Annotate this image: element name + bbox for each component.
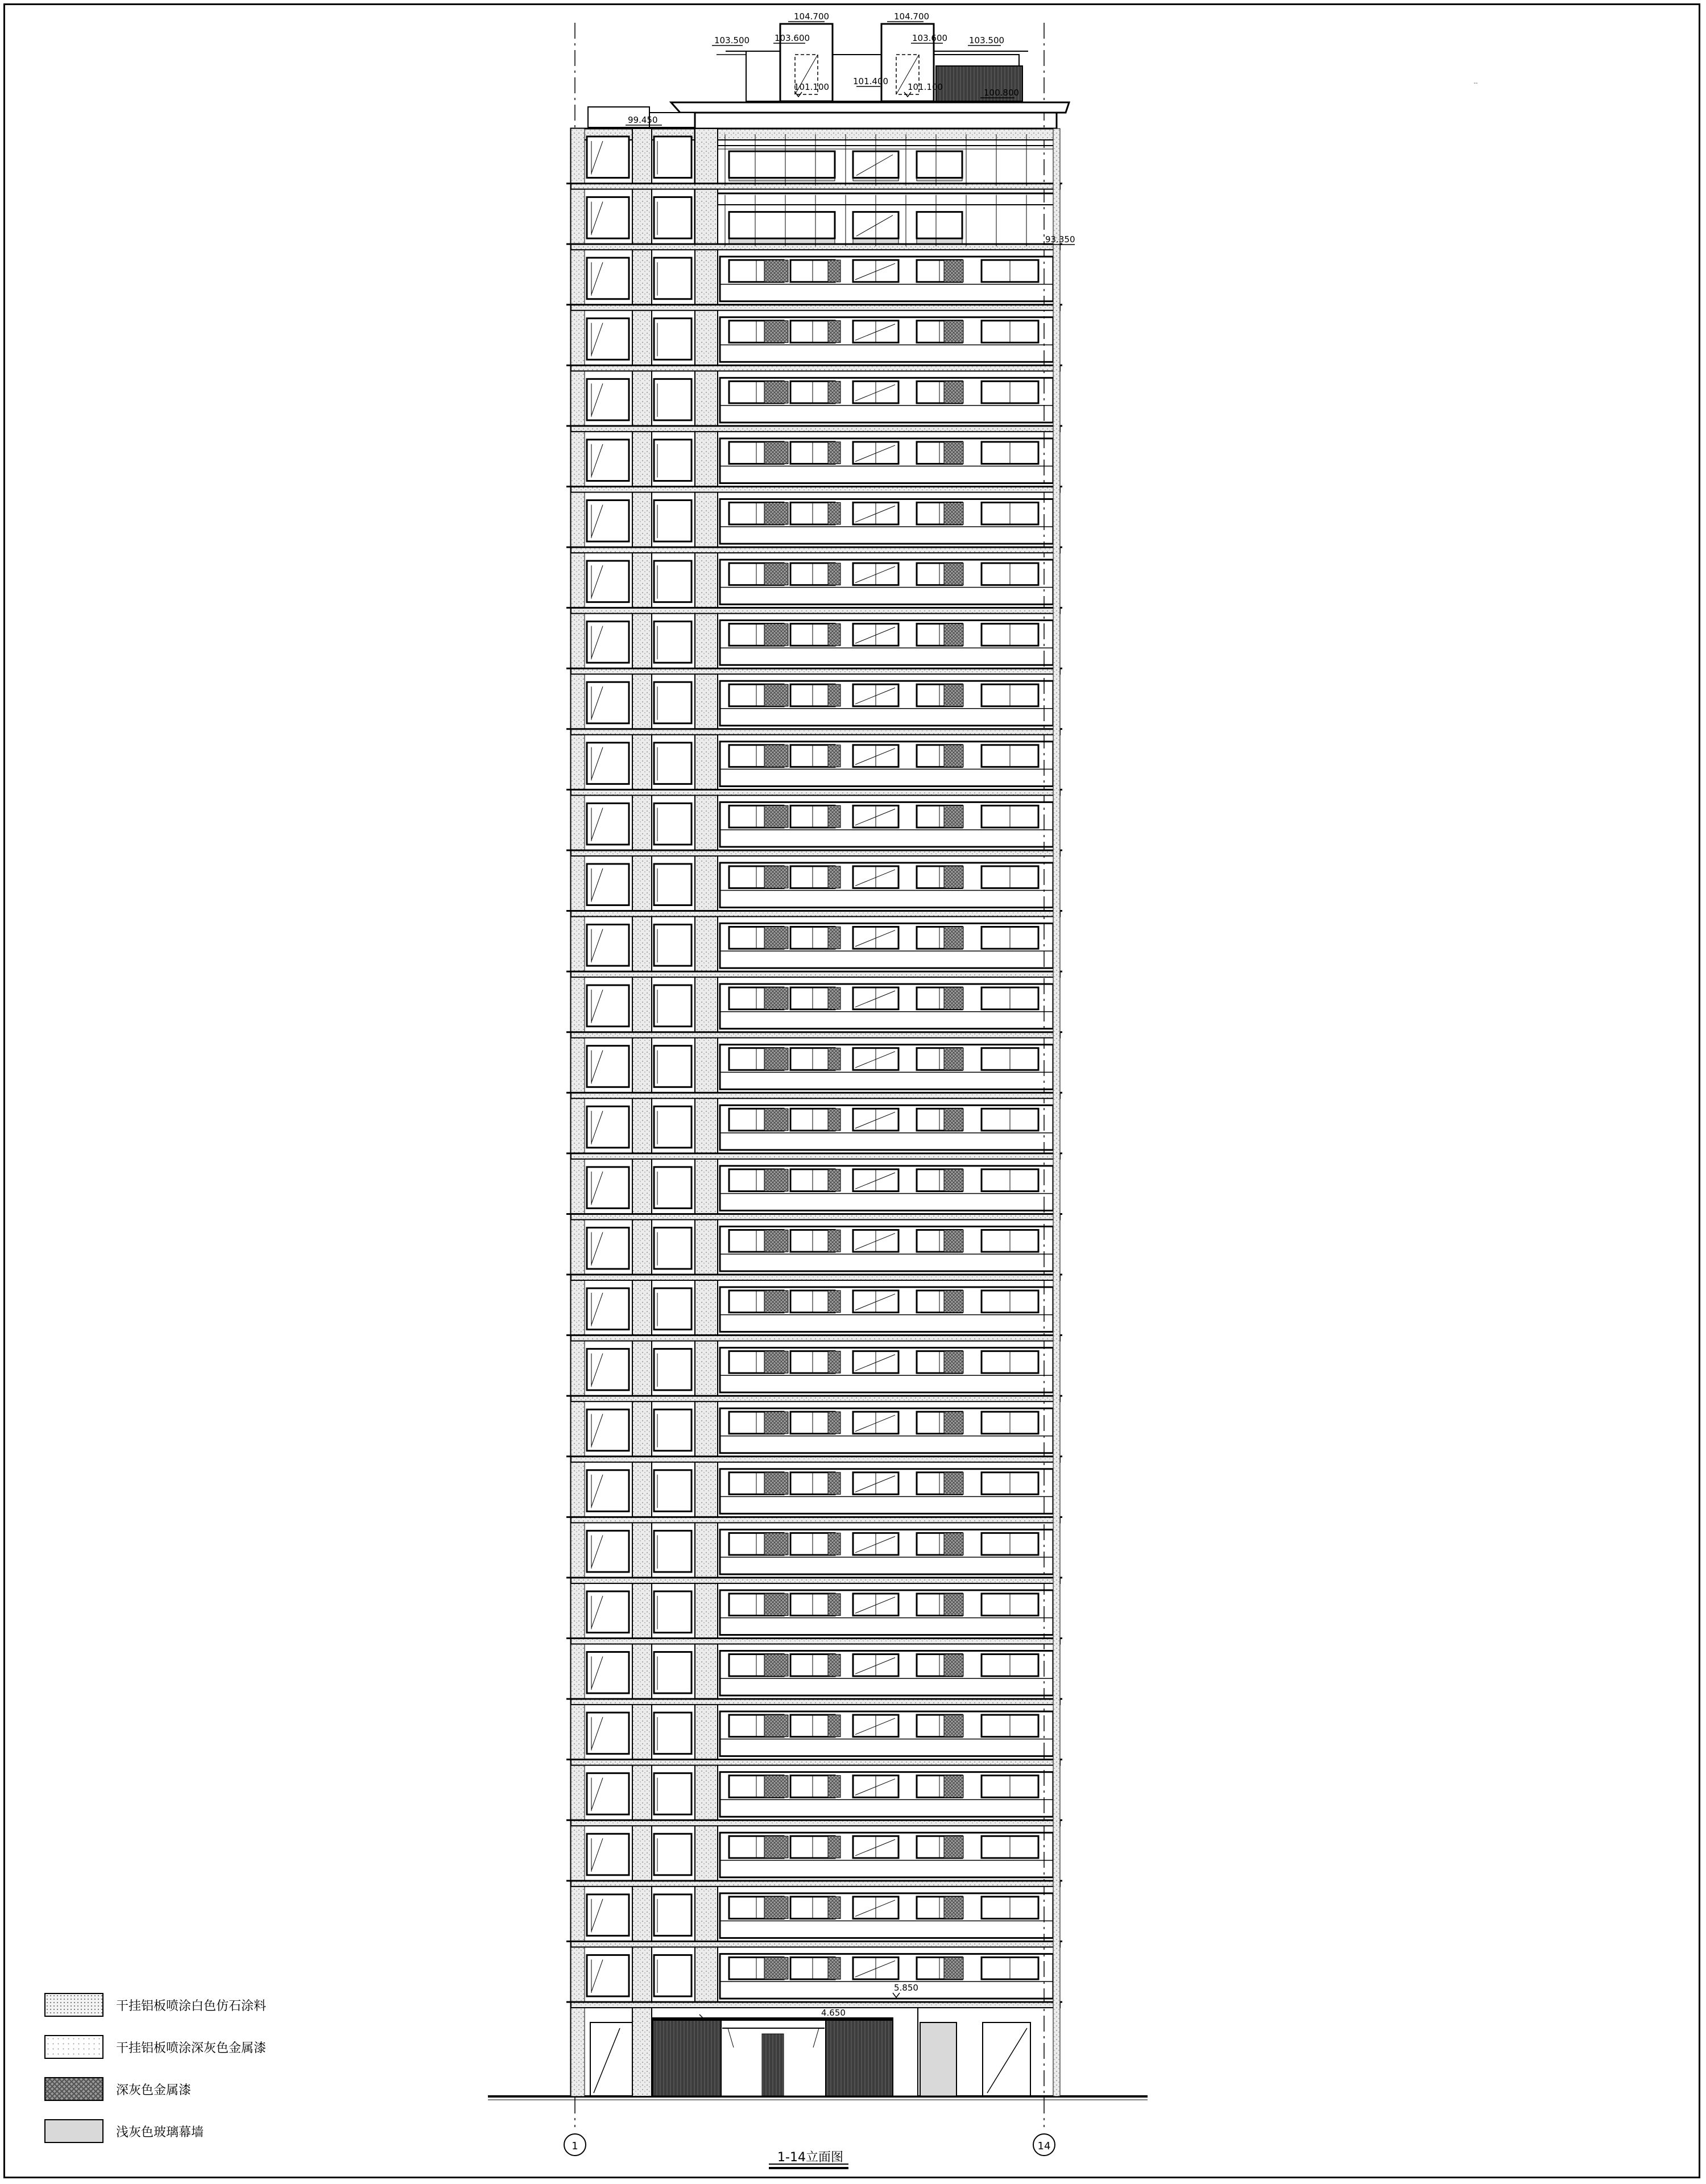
dark-metal-panel [764, 1836, 788, 1858]
dark-metal-panel [828, 1290, 840, 1313]
window-left-bay [587, 1591, 629, 1633]
legend-swatch-metal [44, 2035, 103, 2059]
dark-metal-panel [944, 1654, 963, 1677]
dark-metal-panel [764, 1715, 788, 1737]
window-left-bay-2 [654, 440, 691, 481]
drawing-title: 1-14立面图 [777, 2150, 843, 2165]
window-left-bay-2 [654, 1288, 691, 1330]
window-left-bay [587, 379, 629, 420]
dark-metal-panel [944, 1957, 963, 1979]
dark-metal-panel [828, 805, 840, 828]
dark-metal-panel [944, 1533, 963, 1555]
dark-metal-panel [764, 381, 788, 403]
window-left-bay [587, 440, 629, 481]
dark-metal-panel [944, 805, 963, 828]
dark-metal-panel [828, 1715, 840, 1737]
window-left-bay [587, 1106, 629, 1148]
dark-metal-panel [764, 624, 788, 646]
axis-label-right: 14 [1037, 2140, 1051, 2152]
dark-metal-panel [764, 1897, 788, 1919]
window-left-bay-2 [654, 682, 691, 723]
window-left-bay [587, 985, 629, 1027]
dark-metal-panel [828, 381, 840, 403]
window-left-bay-2 [654, 743, 691, 784]
legend-swatch-stone [44, 1993, 103, 2017]
dark-metal-panel [828, 927, 840, 949]
axis-label-left: 1 [572, 2140, 578, 2152]
dark-metal-panel [764, 563, 788, 585]
dark-metal-panel [944, 260, 963, 282]
dark-metal-panel [944, 927, 963, 949]
stone-pier-center [695, 129, 718, 2008]
dark-metal-panel [764, 1412, 788, 1434]
window-left-bay-2 [654, 197, 691, 239]
dark-metal-panel [828, 1776, 840, 1798]
legend-label-metal: 干挂铝板喷涂深灰色金属漆 [116, 2041, 267, 2055]
legend [44, 1993, 386, 2161]
window-left-bay [587, 258, 629, 299]
dark-metal-panel [764, 927, 788, 949]
window-left-bay [587, 1895, 629, 1936]
dark-metal-panel [828, 260, 840, 282]
window-left-bay [587, 864, 629, 905]
crown-window [729, 151, 835, 178]
legend-label-stone: 干挂铝板喷涂白色仿石涂料 [116, 1999, 267, 2013]
crown-window [917, 151, 962, 178]
window-left-bay [587, 1652, 629, 1694]
dark-metal-panel [944, 1594, 963, 1616]
elev-left-tower-base: 101.100 [794, 82, 830, 92]
window-left-bay-2 [654, 864, 691, 905]
elev-right-parapet: 103.500 [969, 35, 1005, 46]
dark-metal-panel [764, 1290, 788, 1313]
dark-metal-panel [828, 987, 840, 1010]
window-left-bay-2 [654, 561, 691, 602]
dark-metal-panel [764, 1533, 788, 1555]
legend-label-dark: 深灰色金属漆 [116, 2083, 192, 2098]
dark-metal-panel [764, 260, 788, 282]
dark-metal-panel [828, 442, 840, 464]
window-left-bay [587, 1531, 629, 1572]
window-left-bay [587, 561, 629, 602]
dark-metal-panel [828, 502, 840, 524]
dark-metal-panel [764, 502, 788, 524]
dark-metal-panel [764, 442, 788, 464]
dark-metal-panel [944, 1412, 963, 1434]
elev-left-parapet: 103.500 [714, 35, 750, 46]
window-left-bay [587, 318, 629, 360]
dark-metal-panel [828, 1412, 840, 1434]
dark-metal-panel [828, 624, 840, 646]
window-left-bay [587, 136, 629, 178]
dark-metal-panel [764, 1472, 788, 1495]
window-left-bay-2 [654, 985, 691, 1027]
dark-metal-panel [828, 1836, 840, 1858]
window-left-bay [587, 803, 629, 845]
dark-metal-panel [828, 1230, 840, 1252]
window-left-bay [587, 622, 629, 663]
window-left-bay [587, 1713, 629, 1754]
dark-metal-panel [944, 987, 963, 1010]
stone-edge-right [1053, 129, 1060, 2096]
window-left-bay [587, 1046, 629, 1087]
dark-metal-panel [764, 1351, 788, 1374]
dark-metal-panel [828, 563, 840, 585]
window-left-bay [587, 682, 629, 723]
dark-metal-panel [828, 1957, 840, 1979]
dark-metal-panel [764, 1048, 788, 1070]
elev-left-roof: 99.450 [628, 115, 658, 125]
dark-metal-panel [944, 381, 963, 403]
window-left-bay [587, 1349, 629, 1391]
window-left-bay-2 [654, 1591, 691, 1633]
dark-metal-panel [828, 1594, 840, 1616]
window-left-bay-2 [654, 925, 691, 966]
legend-item-metal [44, 2035, 386, 2077]
window-left-bay-2 [654, 379, 691, 420]
dark-metal-panel [764, 684, 788, 706]
dark-metal-panel [764, 745, 788, 767]
window-left-bay [587, 1773, 629, 1815]
legend-swatch-dark [44, 2077, 103, 2101]
elev-crown-level: 93.350 [1045, 234, 1075, 245]
dark-metal-panel [828, 1169, 840, 1192]
stone-pier-left [632, 129, 652, 2096]
window-left-bay-2 [654, 1955, 691, 1996]
legend-label-glass: 浅灰色玻璃幕墙 [116, 2125, 204, 2140]
window-left-bay-2 [654, 1531, 691, 1572]
corner-mark: -- [1473, 80, 1478, 86]
window-left-bay-2 [654, 1834, 691, 1875]
dark-metal-panel [764, 866, 788, 888]
dark-metal-panel [944, 1472, 963, 1495]
window-left-bay-2 [654, 1773, 691, 1815]
dark-metal-panel [944, 1351, 963, 1374]
facade-grid [566, 129, 1062, 2096]
dark-metal-panel [944, 502, 963, 524]
window-left-bay [587, 1167, 629, 1209]
window-left-bay-2 [654, 1652, 691, 1694]
window-left-bay-2 [654, 258, 691, 299]
window-left-bay [587, 1470, 629, 1512]
window-left-bay-2 [654, 1046, 691, 1087]
crown-window [729, 212, 835, 239]
dark-metal-panel [944, 1836, 963, 1858]
window-left-bay-2 [654, 1106, 691, 1148]
elev-top-left-tower: 104.700 [794, 11, 830, 22]
window-left-bay [587, 1288, 629, 1330]
dark-metal-panel [828, 1897, 840, 1919]
dark-metal-panel [944, 1290, 963, 1313]
window-left-bay-2 [654, 1713, 691, 1754]
dark-metal-panel [764, 1108, 788, 1131]
title-underline-thick [769, 2167, 848, 2169]
dark-metal-panel [944, 1108, 963, 1131]
dark-metal-panel [828, 1472, 840, 1495]
dark-metal-panel [944, 624, 963, 646]
window-left-bay [587, 1227, 629, 1269]
dark-metal-panel [944, 1048, 963, 1070]
elev-right-roof: 100.800 [984, 88, 1020, 98]
crown-window [917, 212, 962, 239]
window-left-bay-2 [654, 1349, 691, 1391]
dark-metal-panel [944, 1230, 963, 1252]
dark-metal-panel [764, 1654, 788, 1677]
legend-item-dark [44, 2077, 386, 2119]
title-underline [769, 2164, 848, 2165]
window-left-bay [587, 743, 629, 784]
dark-metal-panel [764, 1957, 788, 1979]
window-left-bay [587, 197, 629, 239]
dark-metal-panel [828, 1533, 840, 1555]
dark-metal-panel [764, 1169, 788, 1192]
dark-metal-panel [944, 321, 963, 343]
dark-metal-panel [828, 745, 840, 767]
legend-swatch-glass [44, 2119, 103, 2143]
window-left-bay-2 [654, 318, 691, 360]
window-left-bay [587, 1834, 629, 1875]
elev-middle-step: 101.400 [853, 76, 889, 86]
dark-metal-panel [944, 1715, 963, 1737]
legend-item-glass [44, 2119, 386, 2161]
elev-right-tower-cap: 103.600 [912, 33, 948, 43]
window-left-bay [587, 925, 629, 966]
stone-edge-left [571, 129, 585, 2096]
dark-metal-panel [828, 1351, 840, 1374]
window-left-bay [587, 500, 629, 541]
elev-entrance-canopy: 5.850 [894, 1983, 918, 1993]
window-left-bay-2 [654, 500, 691, 541]
dark-metal-panel [944, 442, 963, 464]
window-left-bay-2 [654, 1227, 691, 1269]
dark-metal-panel [764, 1594, 788, 1616]
dark-metal-panel [944, 1897, 963, 1919]
elev-left-tower-cap: 103.600 [775, 33, 810, 43]
elev-right-tower-base: 101.100 [908, 82, 943, 92]
dark-metal-panel [828, 321, 840, 343]
dark-metal-panel [944, 866, 963, 888]
dark-metal-panel [828, 684, 840, 706]
elev-entrance-beam: 4.650 [821, 2008, 846, 2018]
legend-item-stone [44, 1993, 386, 2035]
dark-metal-panel [944, 1169, 963, 1192]
window-left-bay-2 [654, 136, 691, 178]
dark-metal-panel [764, 1776, 788, 1798]
window-left-bay-2 [654, 803, 691, 845]
dark-metal-panel [764, 321, 788, 343]
dark-metal-panel [944, 745, 963, 767]
window-left-bay-2 [654, 1470, 691, 1512]
dark-metal-panel [944, 684, 963, 706]
window-left-bay [587, 1409, 629, 1451]
dark-metal-panel [764, 987, 788, 1010]
dark-metal-panel [828, 1654, 840, 1677]
dark-metal-panel [764, 1230, 788, 1252]
window-left-bay [587, 1955, 629, 1996]
window-left-bay-2 [654, 1409, 691, 1451]
window-left-bay-2 [654, 1167, 691, 1209]
dark-metal-panel [944, 1776, 963, 1798]
elev-top-right-tower: 104.700 [894, 11, 930, 22]
window-left-bay-2 [654, 622, 691, 663]
dark-metal-panel [764, 805, 788, 828]
dark-metal-panel [828, 866, 840, 888]
dark-metal-panel [944, 563, 963, 585]
dark-metal-panel [828, 1108, 840, 1131]
window-left-bay-2 [654, 1895, 691, 1936]
dark-metal-panel [828, 1048, 840, 1070]
